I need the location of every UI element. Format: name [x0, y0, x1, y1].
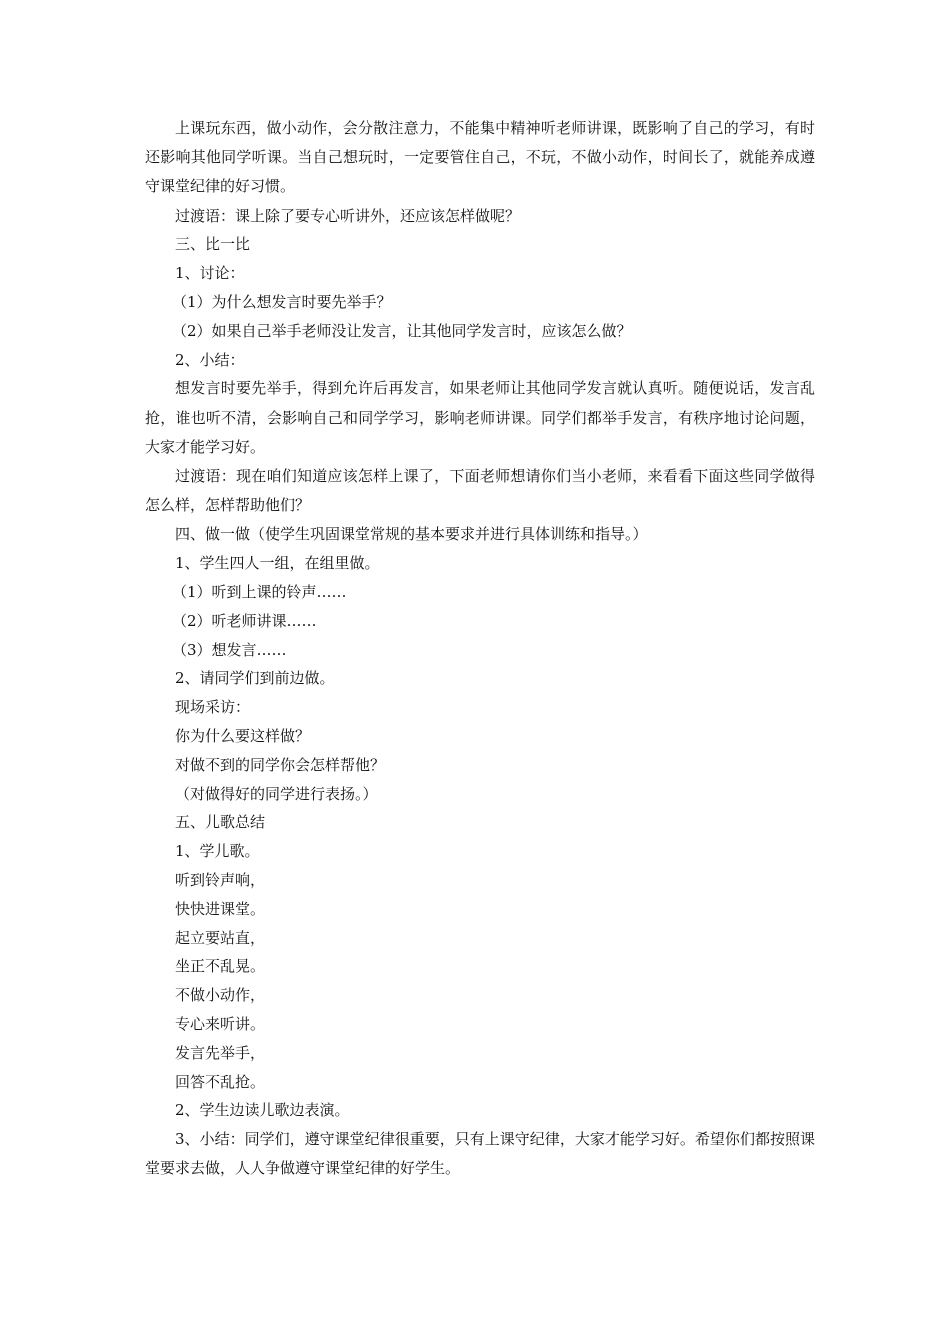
song-line-6: 专心来听讲。 — [175, 1014, 266, 1033]
item-group-practice: 1、学生四人一组，在组里做。 — [175, 554, 380, 573]
paragraph-summary-text: 想发言时要先举手，得到允许后再发言，如果老师让其他同学发言就认真听。随便说话，发言乱抢，谁也听不清，会影响自己和同学学习，影响老师讲课。同学们都举手发言，有秩序地讨论问题，大家才能学习好。 — [145, 379, 815, 456]
practice-step-2: （2）听老师讲课…… — [172, 611, 317, 630]
song-line-4: 坐正不乱晃。 — [175, 957, 266, 976]
paragraph-transition-1: 过渡语：课上除了要专心听讲外，还应该怎样做呢？ — [175, 206, 521, 225]
item-summary: 2、小结： — [175, 350, 245, 369]
song-line-3: 起立要站直， — [175, 928, 266, 947]
paragraph-transition-2: 过渡语：现在咱们知道应该怎样上课了，下面老师想请你们当小老师，来看看下面这些同学做得怎么样，怎样帮助他们？ — [145, 467, 815, 515]
paragraph-final-summary: 3、小结：同学们，遵守课堂纪律很重要，只有上课守纪律，大家才能学习好。希望你们都按照课堂要求去做，人人争做遵守课堂纪律的好学生。 — [145, 1130, 815, 1178]
interview-label: 现场采访： — [175, 698, 251, 717]
item-learn-song: 1、学儿歌。 — [175, 842, 260, 861]
item-discussion: 1、讨论： — [175, 264, 245, 283]
interview-question-1: 你为什么要这样做？ — [175, 726, 311, 745]
section-heading-3: 三、比一比 — [175, 235, 251, 254]
section-heading-4: 四、做一做（使学生巩固课堂常规的基本要求并进行具体训练和指导。） — [175, 525, 648, 544]
question-1: （1）为什么想发言时要先举手？ — [172, 293, 392, 311]
document-body — [145, 114, 815, 1184]
section-heading-5: 五、儿歌总结 — [175, 813, 266, 832]
song-line-1: 听到铃声响， — [175, 870, 266, 889]
practice-step-1: （1）听到上课的铃声…… — [172, 583, 347, 601]
question-2: （2）如果自己举手老师没让发言，让其他同学发言时，应该怎么做？ — [172, 321, 632, 340]
song-line-7: 发言先举手， — [175, 1043, 266, 1062]
item-perform-song: 2、学生边读儿歌边表演。 — [175, 1101, 350, 1120]
song-line-2: 快快进课堂。 — [175, 899, 266, 918]
practice-step-3: （3）想发言…… — [172, 640, 287, 659]
interview-question-2: 对做不到的同学你会怎样帮他？ — [175, 755, 386, 774]
interview-note: （对做得好的同学进行表扬。） — [175, 784, 378, 803]
song-line-5: 不做小动作， — [175, 986, 266, 1005]
item-front-demo: 2、请同学们到前边做。 — [175, 669, 335, 688]
paragraph-lesson-intro: 上课玩东西，做小动作，会分散注意力，不能集中精神听老师讲课，既影响了自己的学习，有时还影响其他同学听课。当自己想玩时，一定要管住自己，不玩，不做小动作，时间长了，就能养成遵守课堂纪律的好习惯。 — [145, 119, 815, 196]
song-line-8: 回答不乱抢。 — [175, 1072, 266, 1091]
